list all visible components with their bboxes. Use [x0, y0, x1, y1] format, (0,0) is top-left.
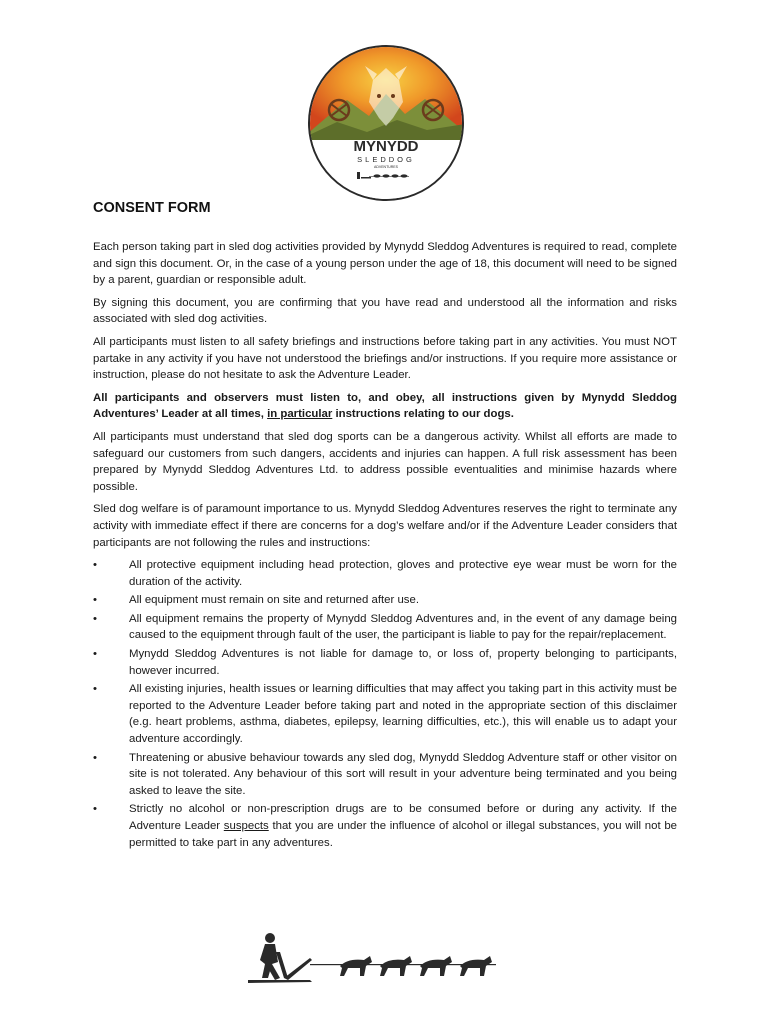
obey-text-underlined: in particular — [267, 408, 333, 421]
rule-text: All existing injuries, health issues or learning difficulties that may affect you taking part in this activity must be reported to the Adventure Leader before taking part and noted in the appropriate section of this disclaimer (e.g. heart problems, asthma, diabetes, epilepsy, learning difficulties, etc.), this will enable us to adapt your adventure accordingly. — [129, 683, 677, 746]
rule-text-start: Strictly no alcohol or non-prescription drugs are to be consumed before or during any activity. If the Adventure Leader — [129, 803, 677, 832]
document-title: CONSENT FORM — [93, 200, 211, 216]
document-body — [93, 239, 677, 853]
bullet-icon: • — [93, 648, 97, 661]
logo-brand-line1: MYNYDD — [353, 138, 419, 155]
bullet-icon: • — [93, 559, 97, 572]
list-item — [93, 592, 677, 609]
bullet-icon: • — [93, 803, 97, 816]
list-item — [93, 646, 677, 679]
rule-text: All equipment remains the property of Mynydd Sleddog Adventures and, in the event of any damage being caused to the equipment through fault of the user, the participant is liable to pay for the repair/replacement. — [129, 612, 677, 642]
rule-text: Threatening or abusive behaviour towards any sled dog, Mynydd Sleddog Adventure staff or other visitor on site is not tolerated. Any behaviour of this sort will result in your adventure being terminated and you being asked to leave the site. — [129, 751, 677, 797]
rule-text-underlined: suspects — [223, 820, 269, 832]
rule-text-end: that you are under the influence of alcohol or illegal substances, you will not be permitted to take part in any adventures. — [129, 820, 677, 849]
obey-text-start: All participants and observers must listen to, and obey, all instructions given by Mynydd Sleddog Adventures’ Leader at all times, — [93, 391, 677, 421]
list-item — [93, 611, 677, 644]
rule-text: All protective equipment including head protection, gloves and protective eye wear must be worn for the duration of the activity. — [129, 559, 677, 588]
danger-paragraph: All participants must understand that sled dog sports can be a dangerous activity. Whilst all efforts are made to safeguard our customers from such dangers, accidents and injuries can happen. A full risk assessment has been prepared by Mynydd Sleddog Adventures Ltd. to address possible eventualities and minimise hazards where possible. — [93, 430, 677, 493]
list-item — [93, 557, 677, 590]
intro-paragraph: Each person taking part in sled dog activities provided by Mynydd Sleddog Adventures is required to read, complete and sign this document. Or, in the case of a young person under the age of 18, this document will need to be signed by a parent, guardian or responsible adult. — [93, 241, 677, 287]
bullet-icon: • — [93, 751, 97, 764]
mynydd-sleddog-logo — [307, 44, 465, 202]
bullet-icon: • — [93, 594, 97, 607]
confirmation-paragraph: By signing this document, you are confirming that you have read and understood all the information and risks associated with sled dog activities. — [93, 296, 677, 326]
sled-dog-team-silhouette-icon — [248, 930, 504, 990]
rule-text — [129, 803, 677, 848]
list-item — [93, 750, 677, 800]
rules-list — [93, 557, 677, 851]
briefing-paragraph: All participants must listen to all safety briefings and instructions before taking part in any activities. You must NOT partake in any activity if you have not understood the briefings and/or instructions. If you require more assistance or instruction, please do not hesitate to ask the Adventure Leader. — [93, 335, 677, 382]
list-item — [93, 681, 677, 747]
bullet-icon: • — [93, 683, 97, 696]
obey-text-end: instructions relating to our dogs. — [332, 408, 514, 421]
rule-text: All equipment must remain on site and returned after use. — [129, 594, 419, 607]
obey-instructions-paragraph — [93, 390, 677, 423]
bullet-icon: • — [93, 612, 97, 625]
logo-brand-line3: ADVENTURES — [374, 165, 398, 169]
welfare-paragraph: Sled dog welfare is of paramount importance to us. Mynydd Sleddog Adventures reserves the right to terminate any activity with immediate effect if there are concerns for a dog’s welfare and/or if the Adventure Leader considers that participants are not following the rules and instructions: — [93, 503, 677, 549]
logo-brand-line2: SLEDDOG — [357, 155, 415, 164]
list-item — [93, 801, 677, 851]
rule-text: Mynydd Sleddog Adventures is not liable for damage to, or loss of, property belonging to participants, however incurred. — [129, 648, 677, 677]
